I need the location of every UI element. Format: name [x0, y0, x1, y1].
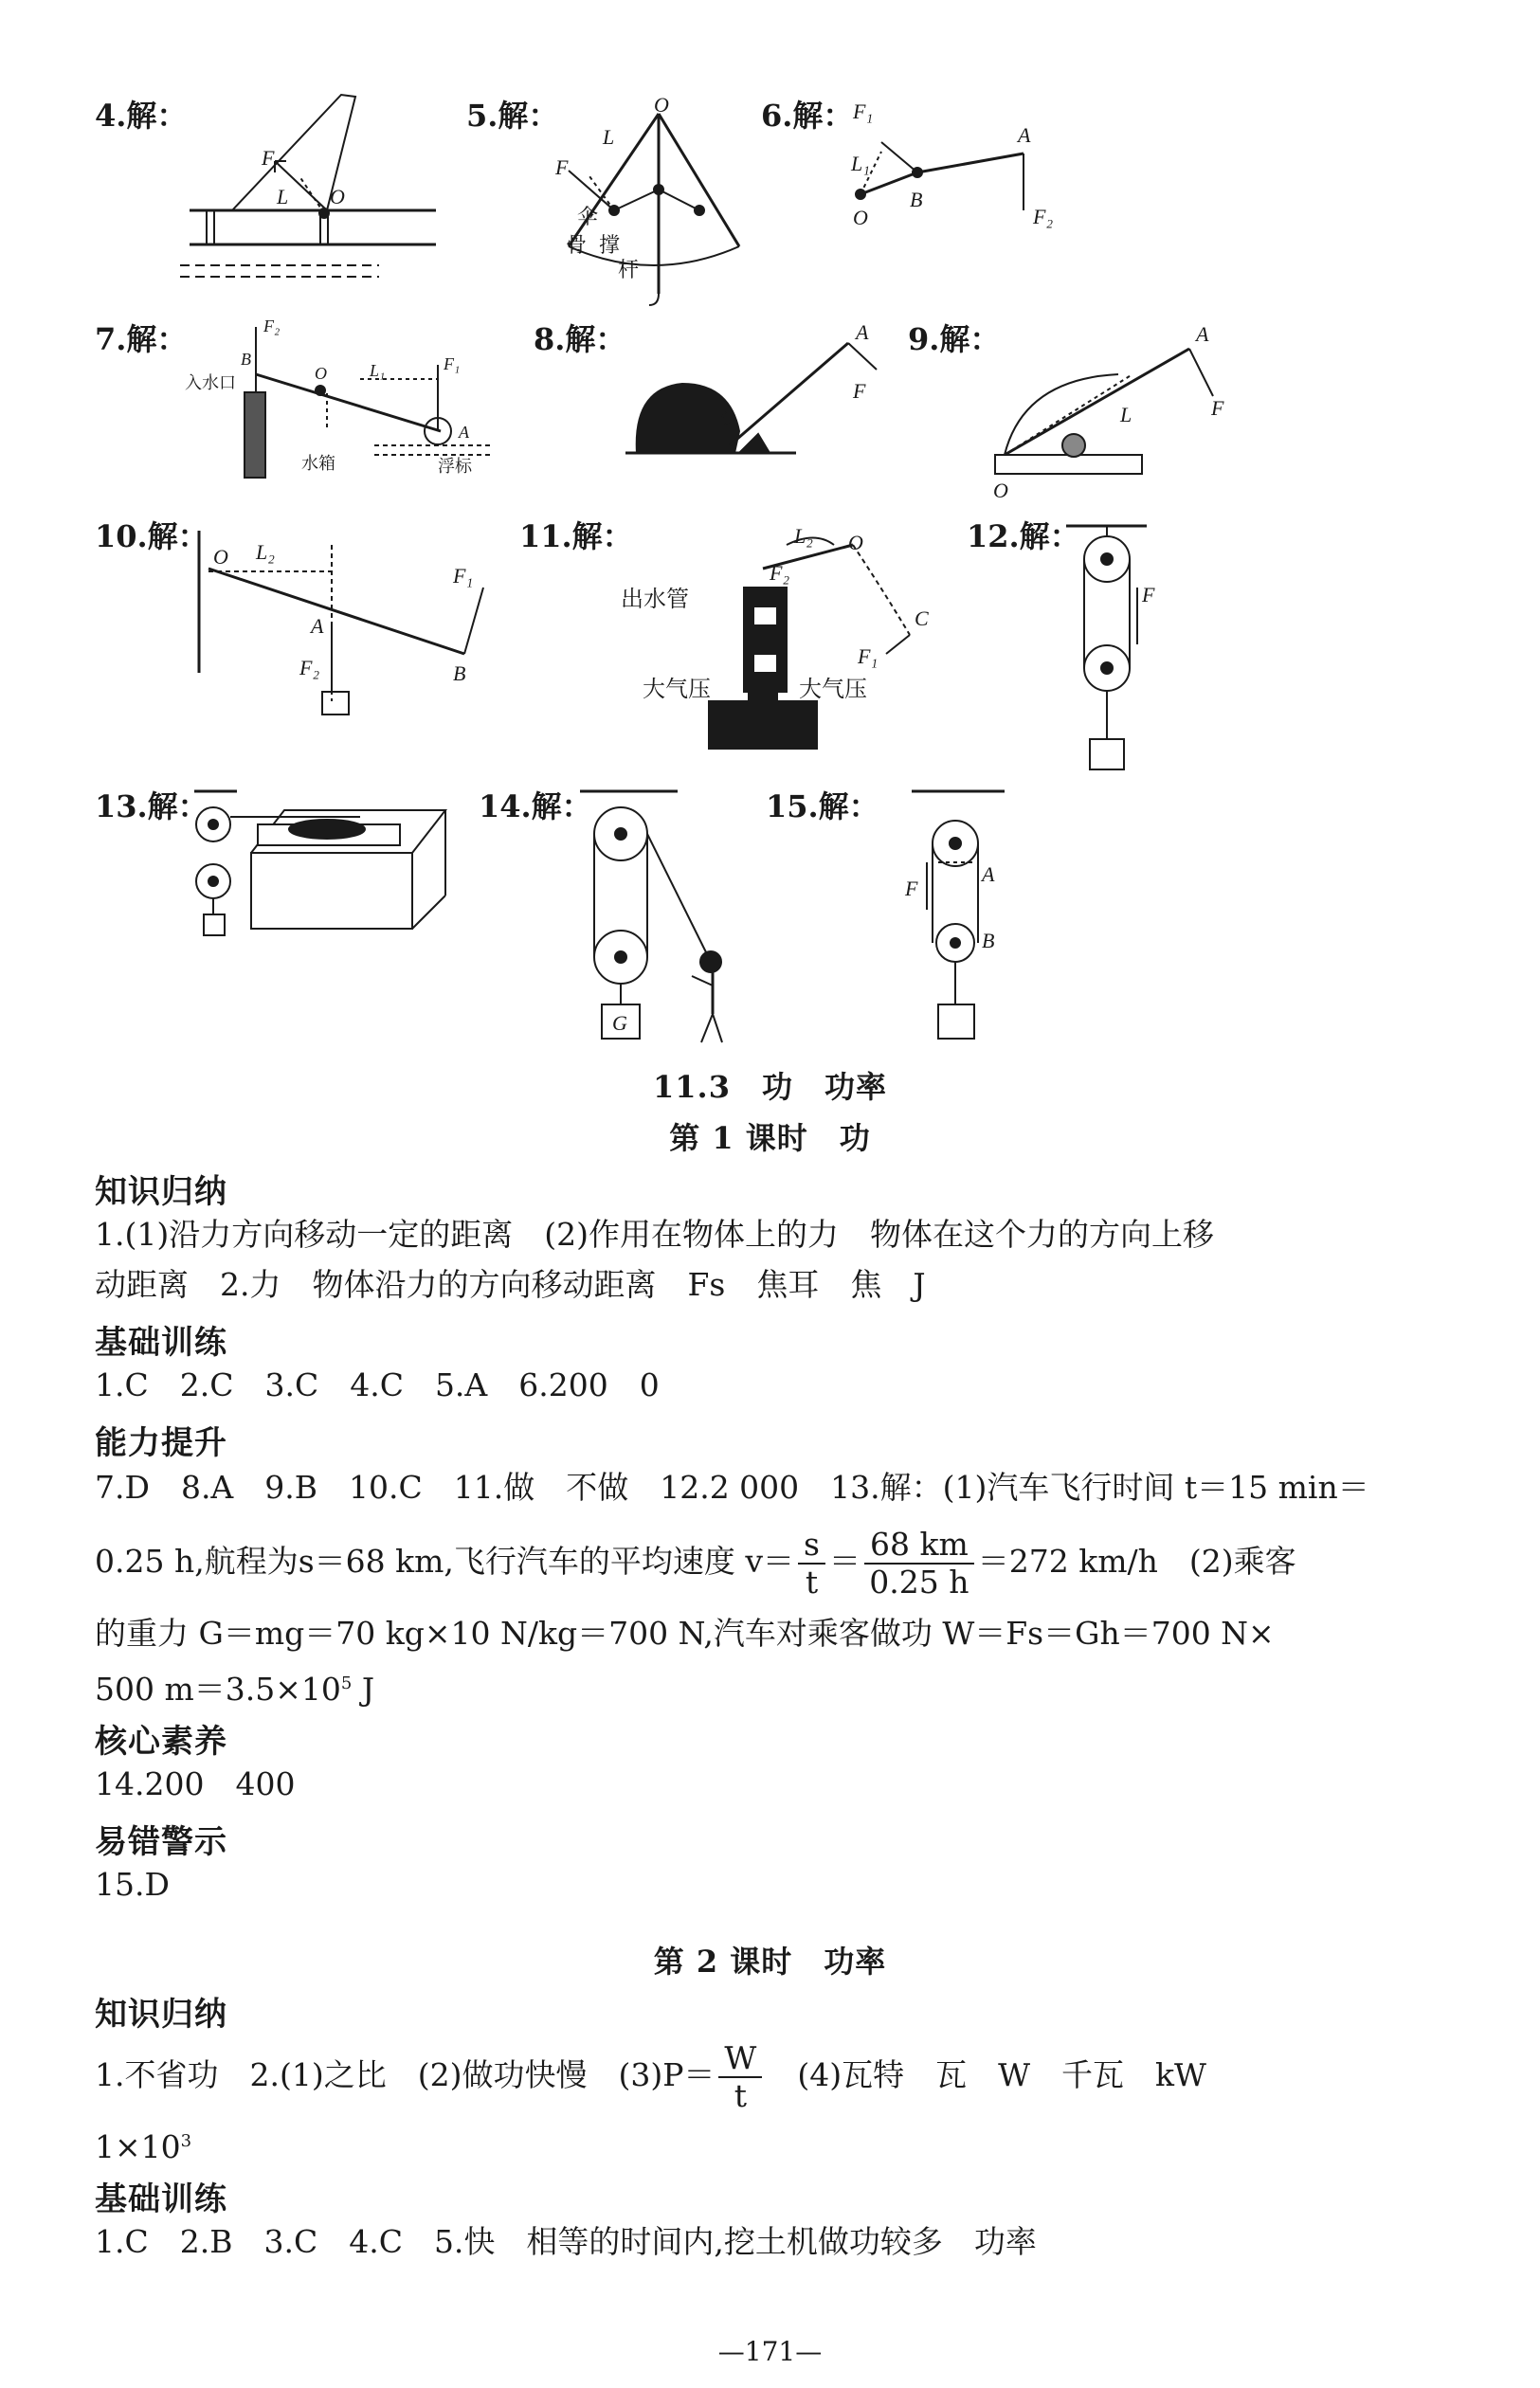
lesson1-title: 第 1 课时 功	[669, 1120, 871, 1156]
q7-B: B	[241, 350, 251, 369]
figures-svg	[0, 0, 1540, 1071]
q12-label: 12.解：	[967, 518, 1080, 554]
l2-knowledge-line1	[95, 2037, 1206, 2113]
q11-C: C	[915, 606, 929, 630]
q11-F1: F₁	[858, 644, 879, 668]
q7-float: 浮标	[438, 457, 472, 476]
q13-figure	[194, 791, 445, 935]
l1-basic-answers: 1.C 2.C 3.C 4.C 5.A 6.200 0	[95, 1366, 660, 1403]
q4-figure	[180, 95, 436, 277]
l1-core-heading: 核心素养	[95, 1723, 227, 1761]
q15-A: A	[982, 862, 995, 886]
q11-label: 11.解：	[519, 518, 633, 554]
q7-tank: 水箱	[301, 454, 335, 473]
q11-air-right: 大气压	[799, 678, 867, 702]
q4-label: 4.解：	[95, 98, 188, 134]
q10-O: O	[213, 545, 228, 569]
frac1-bot: t	[805, 1564, 819, 1601]
q8-figure	[625, 320, 877, 453]
l1-ability-line4-exp: 5	[340, 1673, 353, 1693]
l2-basic-answers: 1.C 2.B 3.C 4.C 5.快 相等的时间内,挖土机做功较多 功率	[95, 2223, 1037, 2260]
frac2-bot: 0.25 h	[869, 1564, 969, 1601]
q11-air-left: 大气压	[643, 678, 711, 702]
l2-frac-top: W	[718, 2040, 762, 2078]
q6-label: 6.解：	[761, 98, 854, 134]
q11-O: O	[848, 531, 863, 554]
q9-F: F	[1211, 396, 1224, 420]
q15-figure	[904, 791, 1005, 1039]
q8-A: A	[856, 320, 869, 344]
q6-figure	[850, 100, 1053, 229]
q7-F2: F₂	[263, 317, 281, 335]
q11-A: A	[758, 608, 769, 627]
page-number: —171—	[717, 2336, 823, 2367]
l1-ability-line2-a: 0.25 h,航程为s＝68 km,飞行汽车的平均速度 v＝	[95, 1543, 795, 1580]
q5-cheng: 撑	[599, 233, 621, 257]
q15-F: F	[905, 877, 918, 900]
q14-G: G	[612, 1011, 627, 1035]
q4-O: O	[330, 185, 345, 208]
l1-ability-line4-a: 500 m＝3.5×10	[95, 1671, 341, 1708]
q11-L2: L₂	[794, 524, 813, 548]
l1-ability-line2-b: ＝272 km/h (2)乘客	[977, 1543, 1296, 1580]
q7-inlet: 入水口	[185, 373, 236, 392]
q7-figure	[185, 317, 493, 478]
q9-figure	[993, 322, 1224, 502]
fraction-s-over-t	[798, 1527, 825, 1601]
q8-O: O	[720, 406, 735, 429]
q10-B: B	[453, 661, 466, 685]
l2-frac-bot: t	[734, 2077, 748, 2114]
fraction-w-over-t	[718, 2040, 762, 2114]
q5-label: 5.解：	[466, 98, 559, 134]
q6-L1: L₁	[851, 152, 870, 175]
section-title: 11.3 功 功率	[653, 1069, 887, 1105]
fraction-distance-over-time	[864, 1527, 974, 1601]
q4-L: L	[277, 185, 289, 208]
q9-A: A	[1196, 322, 1209, 346]
l1-ability-line3: 的重力 G＝mg＝70 kg×10 N/kg＝700 N,汽车对乘客做功 W＝Fs＝Gh＝700 N×	[95, 1615, 1275, 1652]
frac1-top: s	[798, 1527, 825, 1565]
q10-A: A	[311, 614, 324, 638]
q10-F1: F₁	[453, 564, 474, 588]
q11-B: B	[758, 656, 769, 675]
q7-O: O	[315, 364, 327, 383]
l2-knowledge-line2-exp: 3	[180, 2131, 192, 2151]
q7-L1: L₁	[370, 361, 386, 380]
q15-B: B	[982, 929, 995, 952]
q6-A: A	[1018, 123, 1031, 147]
l1-basic-heading: 基础训练	[95, 1324, 227, 1362]
l1-knowledge-line2: 动距离 2.力 物体沿力的方向移动距离 Fs 焦耳 焦 J	[95, 1266, 926, 1303]
q5-gan: 杆	[618, 258, 640, 281]
l2-knowledge-line2-a: 1×10	[95, 2128, 181, 2165]
l1-knowledge-line1: 1.(1)沿力方向移动一定的距离 (2)作用在物体上的力 物体在这个力的方向上移	[95, 1216, 1214, 1253]
l2-knowledge-line1-b: (4)瓦特 瓦 W 千瓦 kW	[766, 2056, 1206, 2093]
q11-F2: F₂	[770, 561, 790, 585]
q6-F1: F₁	[853, 100, 874, 123]
q6-B: B	[910, 188, 923, 211]
l1-core-answers: 14.200 400	[95, 1765, 296, 1802]
q5-gu: 骨	[566, 233, 588, 257]
q10-figure	[199, 531, 483, 715]
q9-O: O	[993, 479, 1008, 502]
frac2-top: 68 km	[864, 1527, 974, 1565]
q10-F2: F₂	[299, 656, 320, 679]
q12-F: F	[1142, 583, 1155, 606]
q4-F: F	[262, 146, 275, 170]
q11-figure	[621, 524, 929, 749]
l1-knowledge-heading: 知识归纳	[95, 1173, 227, 1211]
l2-knowledge-line1-a: 1.不省功 2.(1)之比 (2)做功快慢 (3)P＝	[95, 2056, 716, 2093]
l1-ability-line4	[95, 1665, 374, 1709]
q9-label: 9.解：	[908, 321, 1001, 357]
l1-ability-line4-b: J	[352, 1671, 375, 1708]
l2-knowledge-heading: 知识归纳	[95, 1996, 227, 2034]
q12-figure	[1066, 526, 1155, 769]
q5-figure	[554, 93, 739, 305]
q7-label: 7.解：	[95, 321, 188, 357]
l2-knowledge-line2	[95, 2123, 191, 2166]
q9-L: L	[1120, 403, 1132, 426]
q14-label: 14.解：	[479, 788, 592, 824]
l2-basic-heading: 基础训练	[95, 2180, 227, 2218]
q10-label: 10.解：	[95, 518, 208, 554]
q10-L2: L₂	[256, 540, 275, 564]
l1-ability-line2	[95, 1524, 1296, 1600]
q13-label: 13.解：	[95, 788, 208, 824]
q5-L: L	[603, 125, 615, 149]
q5-san: 伞	[577, 205, 599, 228]
q6-F2: F₂	[1033, 205, 1054, 228]
equals-sign: ＝	[828, 1543, 861, 1580]
l1-error-answers: 15.D	[95, 1866, 170, 1903]
lesson2-title: 第 2 课时 功率	[653, 1944, 887, 1980]
q7-F1: F₁	[444, 354, 461, 373]
q5-F: F	[555, 155, 569, 179]
q11-outlet: 出水管	[621, 588, 689, 612]
q7-A: A	[459, 423, 469, 442]
q8-F: F	[853, 379, 866, 403]
q15-label: 15.解：	[766, 788, 879, 824]
l1-ability-line1: 7.D 8.A 9.B 10.C 11.做 不做 12.2 000 13.解：(1)汽车飞行时间 t＝15 min＝	[95, 1469, 1369, 1506]
q6-O: O	[853, 206, 868, 229]
q8-label: 8.解：	[534, 321, 626, 357]
q5-O: O	[654, 93, 669, 117]
l1-ability-heading: 能力提升	[95, 1424, 227, 1462]
q14-figure	[580, 791, 722, 1042]
l1-error-heading: 易错警示	[95, 1823, 227, 1861]
